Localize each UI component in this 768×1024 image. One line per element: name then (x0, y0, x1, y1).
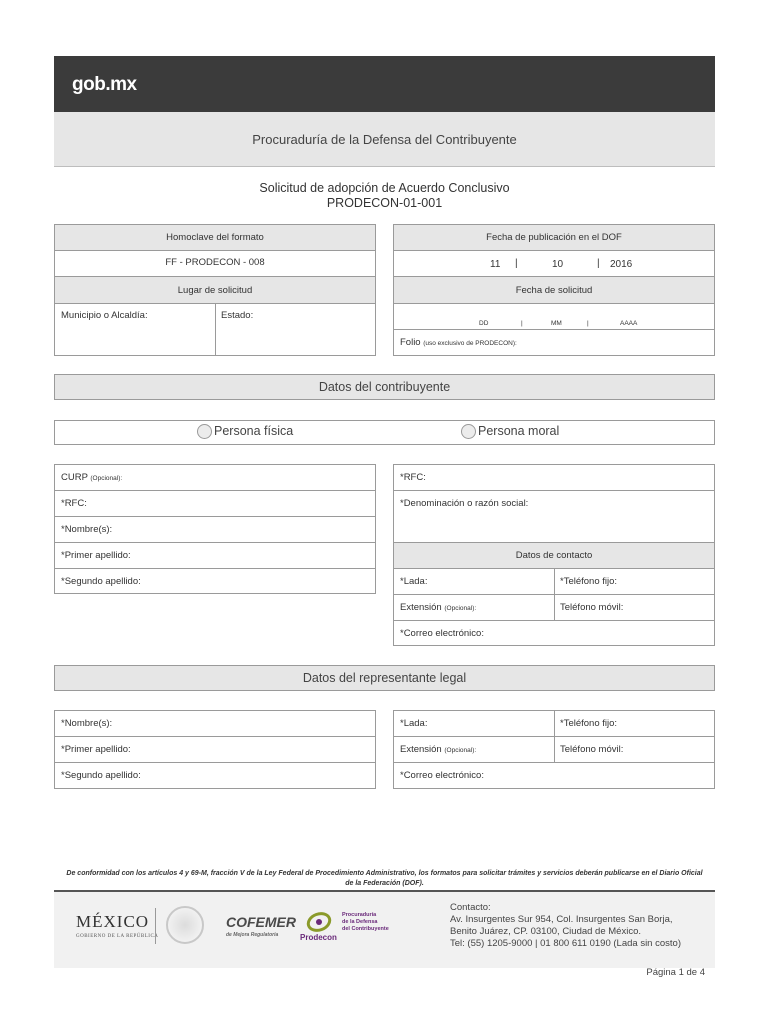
homoclave-label: Homoclave del formato (55, 225, 375, 251)
agency-name: Procuraduría de la Defensa del Contribuyente (252, 131, 517, 147)
divider (554, 569, 555, 621)
mm-hint: MM (551, 320, 562, 327)
fecha-dof-label: Fecha de publicación en el DOF (394, 225, 714, 251)
date-sep-1: | (521, 320, 523, 327)
folio-note: (uso exclusivo de PRODECON): (423, 340, 517, 347)
divider (215, 304, 216, 356)
mexico-logo-sub: GOBIERNO DE LA REPÚBLICA (76, 934, 159, 939)
folio-label: Folio (400, 337, 421, 348)
rep-primer-apellido-label: *Primer apellido: (61, 744, 131, 755)
rep-extension-field[interactable] (400, 744, 476, 755)
cofemer-logo: COFEMER (226, 914, 296, 930)
correo-label: *Correo electrónico: (400, 628, 484, 639)
prodecon-txt-line: de la Defensa (342, 919, 378, 925)
contact-address-2: Benito Juárez, CP. 03100, Ciudad de México. (450, 926, 641, 937)
segundo-apellido-label: *Segundo apellido: (61, 576, 141, 587)
section-contribuyente-title: Datos del contribuyente (318, 380, 451, 394)
extension-optional: (Opcional): (444, 605, 477, 612)
form-title: Solicitud de adopción de Acuerdo Conclusivo (259, 181, 510, 195)
format-meta-left (54, 224, 376, 356)
national-seal-icon (166, 906, 204, 944)
prodecon-txt-line: Procuraduría (342, 912, 377, 918)
cofemer-logo-sub: de Mejora Regulatoria (226, 932, 279, 938)
homoclave-value: FF - PRODECON - 008 (55, 251, 375, 277)
fecha-dof-value (394, 251, 714, 277)
divider (554, 711, 555, 763)
primer-apellido-label: *Primer apellido: (61, 550, 131, 561)
extension-label: Extensión (400, 602, 442, 613)
rfc-moral-field[interactable] (394, 465, 714, 491)
segundo-apellido-field[interactable] (55, 569, 375, 593)
prodecon-logo-text (342, 912, 389, 933)
agency-banner (54, 112, 715, 167)
gobmx-logo: gob.mx (72, 74, 137, 95)
rfc-label: *RFC: (61, 498, 87, 509)
dof-sep-1: | (515, 258, 518, 269)
section-representante (54, 665, 715, 691)
persona-fisica-option[interactable] (197, 424, 293, 439)
format-meta-right (393, 224, 715, 356)
correo-field[interactable] (394, 621, 714, 645)
contact-block (450, 902, 681, 950)
rep-nombre-field[interactable] (55, 711, 375, 737)
denominacion-label: *Denominación o razón social: (400, 498, 529, 509)
lugar-label: Lugar de solicitud (55, 277, 375, 304)
contacto-head: Datos de contacto (394, 543, 714, 569)
rep-telefono-fijo-field[interactable]: *Teléfono fijo: (560, 718, 618, 729)
curp-field[interactable] (55, 465, 375, 491)
rep-lada-field[interactable]: *Lada: (400, 718, 428, 729)
persona-moral-fields (393, 464, 715, 646)
radio-circle-icon[interactable] (197, 424, 212, 439)
rep-correo-label: *Correo electrónico: (400, 770, 484, 781)
page-number: Página 1 de 4 (646, 967, 705, 978)
persona-selector (54, 420, 715, 445)
estado-field[interactable]: Estado: (221, 310, 254, 321)
lada-field[interactable]: *Lada: (400, 576, 428, 587)
date-sep-2: | (587, 320, 589, 327)
folio-field[interactable] (400, 337, 517, 348)
prodecon-txt-line: del Contribuyente (342, 926, 389, 932)
fecha-solicitud-field[interactable] (394, 304, 714, 330)
representante-contacto (393, 710, 715, 789)
rep-telefono-movil-field[interactable]: Teléfono móvil: (560, 744, 624, 755)
dof-day: 11 (490, 259, 501, 270)
rfc-fisica-field[interactable] (55, 491, 375, 517)
radio-circle-icon[interactable] (461, 424, 476, 439)
municipio-field[interactable]: Municipio o Alcaldía: (61, 310, 148, 321)
rep-segundo-apellido-field[interactable] (55, 763, 375, 788)
persona-fisica-label: Persona física (214, 424, 294, 438)
dof-month: 10 (552, 259, 564, 270)
mexico-logo: MÉXICO (76, 912, 150, 931)
prodecon-logo-icon (306, 912, 332, 932)
nombre-label: *Nombre(s): (61, 524, 113, 535)
telefono-movil-field[interactable]: Teléfono móvil: (560, 602, 624, 613)
legal-note: De conformidad con los artículos 4 y 69-M, fracción V de la Ley Federal de Procedimiento Administrativo, los formatos para solicitar trámites y servicios deberán publicarse en el Diario Oficial de la Federación (DOF). (66, 870, 703, 887)
section-contribuyente (54, 374, 715, 400)
rep-primer-apellido-field[interactable] (55, 737, 375, 763)
persona-moral-label: Persona moral (478, 424, 560, 438)
rfc-moral-label: *RFC: (400, 472, 426, 483)
contact-phone: Tel: (55) 1205-9000 | 01 800 611 0190 (Lada sin costo) (450, 938, 681, 949)
curp-label: CURP (61, 472, 88, 483)
primer-apellido-field[interactable] (55, 543, 375, 569)
telefono-fijo-field[interactable]: *Teléfono fijo: (560, 576, 618, 587)
persona-moral-option[interactable] (461, 424, 559, 439)
contact-address-1: Av. Insurgentes Sur 954, Col. Insurgentes San Borja, (450, 914, 673, 925)
dof-year: 2016 (610, 259, 633, 270)
denominacion-field[interactable] (394, 491, 714, 543)
rep-extension-label: Extensión (400, 744, 442, 755)
prodecon-logo-word: Prodecon (300, 933, 337, 942)
gob-header-bar (54, 56, 715, 112)
rep-nombre-label: *Nombre(s): (61, 718, 113, 729)
representante-fields (54, 710, 376, 789)
persona-fisica-fields (54, 464, 376, 594)
form-code: PRODECON-01-001 (326, 196, 443, 210)
section-representante-title: Datos del representante legal (302, 671, 467, 685)
nombre-field[interactable] (55, 517, 375, 543)
curp-optional: (Opcional): (90, 475, 123, 482)
dof-sep-2: | (597, 258, 600, 269)
fecha-solicitud-label: Fecha de solicitud (394, 277, 714, 304)
rep-extension-optional: (Opcional): (444, 747, 477, 754)
extension-field[interactable] (400, 602, 476, 613)
aaaa-hint: AAAA (620, 320, 638, 327)
dd-hint: DD (479, 320, 489, 327)
footer-band (54, 890, 715, 968)
rep-segundo-apellido-label: *Segundo apellido: (61, 770, 141, 781)
contact-label: Contacto: (450, 902, 491, 913)
rep-correo-field[interactable] (394, 763, 714, 788)
divider (155, 908, 156, 944)
